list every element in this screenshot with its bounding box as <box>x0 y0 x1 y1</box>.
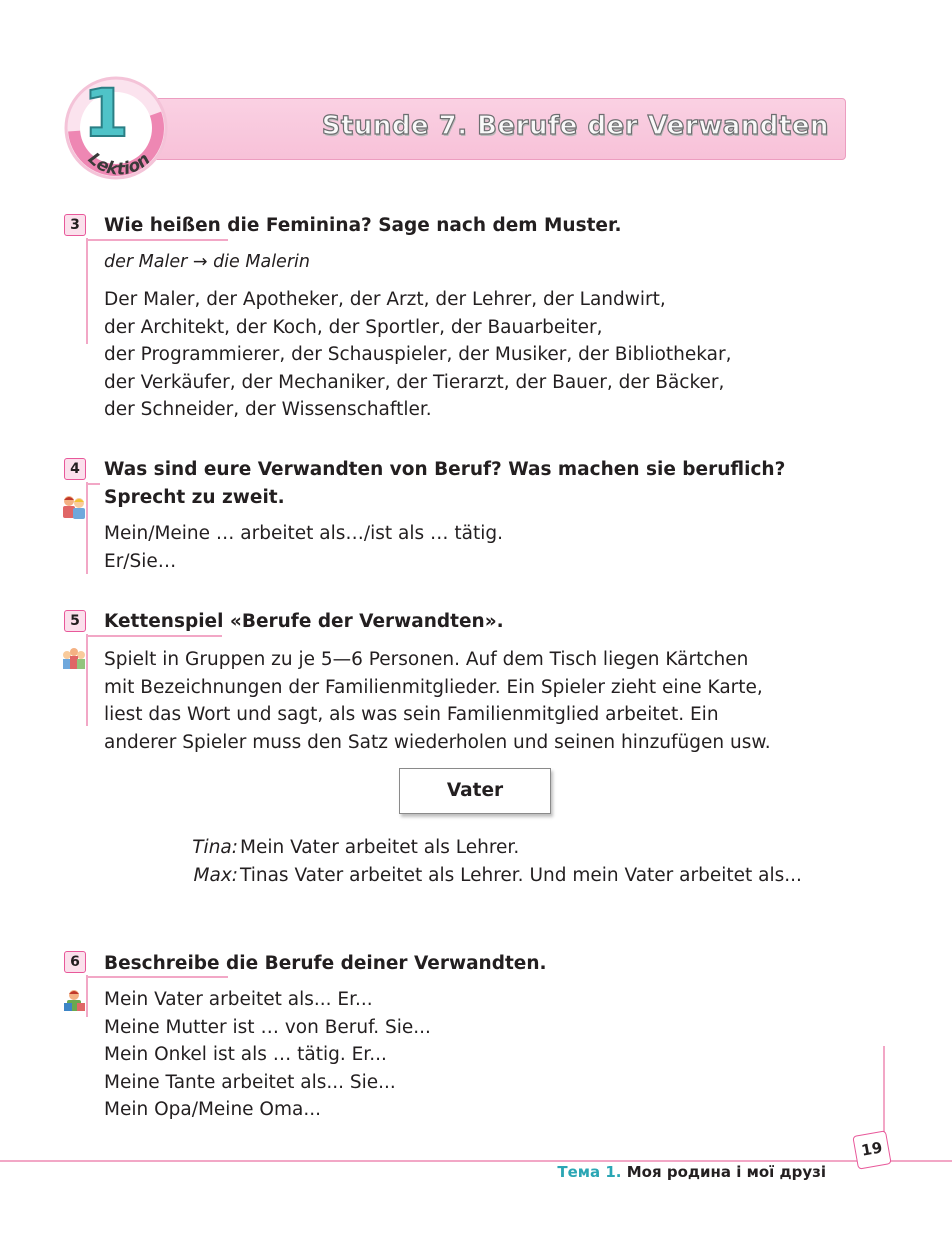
task-5-line: anderer Spieler muss den Satz wiederholen und seinen hinzufügen usw. <box>104 731 771 753</box>
pair-work-icon <box>61 494 87 520</box>
task-4-heading-line: Sprecht zu zweit. <box>104 487 285 508</box>
footer-tema-title: Моя родина і мої друзі <box>626 1163 826 1181</box>
dialog-line: Mein Vater arbeitet als Lehrer. <box>240 837 520 858</box>
lesson-title-bar <box>128 98 846 160</box>
group-work-icon <box>61 647 87 673</box>
lesson-title: Stunde 7. Berufe der Verwandten <box>321 111 829 141</box>
task-number-3: 3 <box>64 214 86 236</box>
task-6-line: Mein Onkel ist als … tätig. Er... <box>104 1044 387 1065</box>
task-3-heading: Wie heißen die Feminina? Sage nach dem Muster. <box>104 215 622 236</box>
dialog-row <box>160 834 830 862</box>
task-3-line: Der Maler, der Apotheker, der Arzt, der Lehrer, der Landwirt, <box>104 289 666 310</box>
footer-topic <box>557 1163 826 1181</box>
individual-work-icon <box>61 988 87 1014</box>
word-card: Vater <box>399 768 551 814</box>
margin-rule <box>883 1046 885 1136</box>
task-3-example: der Maler → die Malerin <box>104 252 310 272</box>
task-3-line: der Verkäufer, der Mechaniker, der Tierarzt, der Bauer, der Bäcker, <box>104 371 725 393</box>
example-dialog <box>160 834 830 889</box>
task-3-line: der Schneider, der Wissenschaftler. <box>104 399 432 420</box>
task-3-word-list <box>104 286 732 424</box>
task-6-line: Mein Opa/Meine Oma... <box>104 1099 321 1120</box>
lesson-number: 1 <box>83 75 129 152</box>
task-6-heading: Beschreibe die Berufe deiner Verwandten. <box>104 953 547 974</box>
dialog-row <box>160 862 830 890</box>
task-6-phrases <box>104 986 431 1124</box>
page-number: 19 <box>852 1130 891 1169</box>
dialog-speaker: Max: <box>193 864 238 886</box>
task-4-phrases <box>104 520 503 575</box>
task-5-heading: Kettenspiel «Berufe der Verwandten». <box>104 611 504 632</box>
task-4-heading <box>104 456 785 512</box>
lesson-badge <box>62 72 170 180</box>
dialog-speaker: Tina: <box>192 837 238 858</box>
footer-tema-label: Тема 1. <box>557 1163 622 1181</box>
task-6-line: Meine Mutter ist … von Beruf. Sie... <box>104 1016 431 1038</box>
task-3-line: der Programmierer, der Schauspieler, der Musiker, der Bibliothekar, <box>104 344 732 365</box>
task-6-line: Mein Vater arbeitet als... Er... <box>104 989 373 1010</box>
task-5-line: liest das Wort und sagt, als was sein Familienmitglied arbeitet. Ein <box>104 704 719 725</box>
task-4-heading-line: Was sind eure Verwandten von Beruf? Was machen sie beruflich? <box>104 459 786 480</box>
footer-rule <box>0 1160 952 1162</box>
dialog-line: Tinas Vater arbeitet als Lehrer. Und mein Vater arbeitet als... <box>240 864 802 886</box>
task-5-instructions <box>104 646 771 756</box>
task-4-line: Er/Sie… <box>104 550 177 572</box>
task-number-4: 4 <box>64 458 86 480</box>
task-4-underline <box>86 483 100 485</box>
lesson-word: Lektion <box>83 148 155 180</box>
task-5-line: mit Bezeichnungen der Familienmitglieder. Ein Spieler zieht eine Karte, <box>104 676 763 698</box>
task-3-side-line <box>86 238 88 344</box>
task-number-6: 6 <box>64 951 86 973</box>
task-3-line: der Architekt, der Koch, der Sportler, der Bauarbeiter, <box>104 316 603 338</box>
task-5-line: Spielt in Gruppen zu je 5—6 Personen. Auf dem Tisch liegen Kärtchen <box>104 649 749 670</box>
task-number-5: 5 <box>64 610 86 632</box>
task-4-line: Mein/Meine … arbeitet als…/ist als … tätig. <box>104 523 504 544</box>
task-6-line: Meine Tante arbeitet als... Sie... <box>104 1071 396 1093</box>
